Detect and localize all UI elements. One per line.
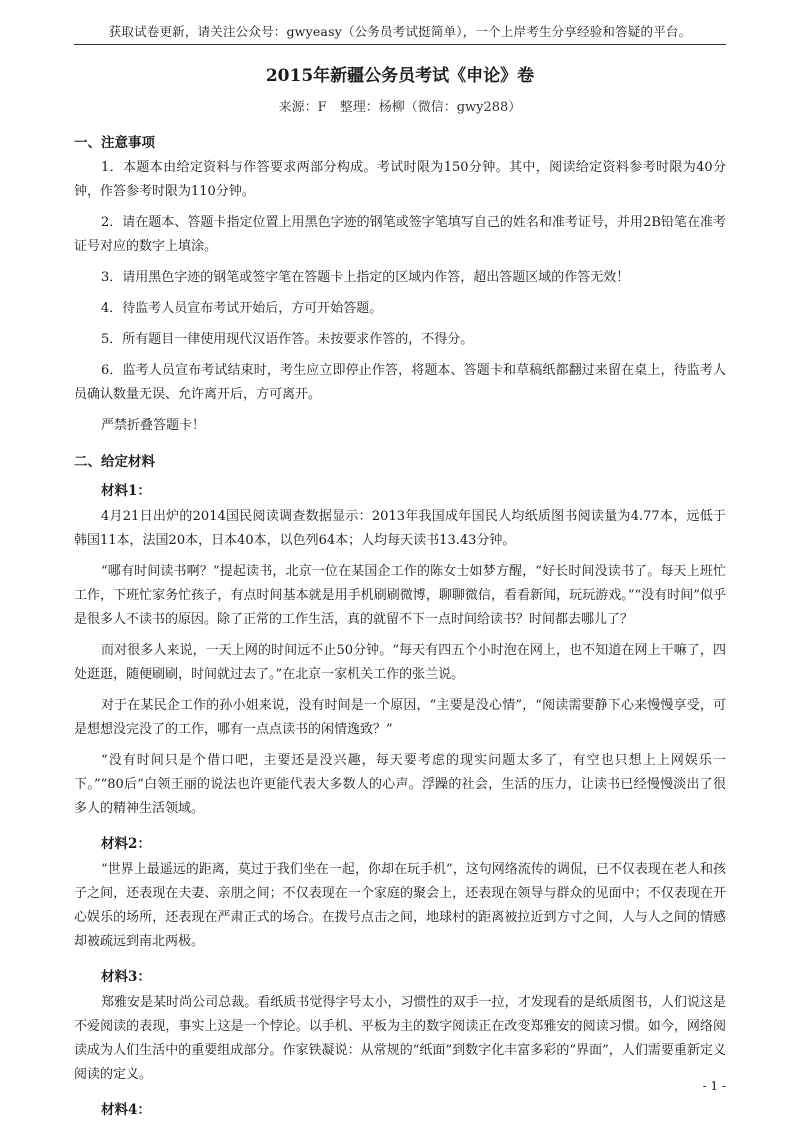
material-paragraph: 郑雅安是某时尚公司总裁。看纸质书觉得字号太小，习惯性的双手一拉，才发现看的是纸质图书，人们说这是不爱阅读的表现，事实上这是一个悖论。以手机、平板为主的数字阅读正在改变郑雅安的阅读习惯。如今，网络阅读成为人们生活中的重要组成部分。作家铁凝说：从常规的“纸面”到数字化丰富多彩的“界面”，人们需要重新定义阅读的定义。 <box>74 995 726 1082</box>
material-paragraph: 而对很多人来说，一天上网的时间远不止50分钟。“每天有四五个小时泡在网上，也不知道在网上干嘛了，四处逛逛，随便刷刷，时间就过去了。”在北京一家机关工作的张兰说。 <box>74 643 726 682</box>
material-paragraph: “哪有时间读书啊？”提起读书，北京一位在某国企工作的陈女士如梦方醒，“好长时间没读书了。每天上班忙工作，下班忙家务忙孩子，有点时间基本就是用手机刷刷微博，聊聊微信，看看新闻，玩玩游戏。”“没有时间”似乎是很多人不读书的原因。除了正常的工作生活，真的就留不下一点时间给读书？时间都去哪儿了？ <box>74 564 726 627</box>
header-divider <box>74 44 726 45</box>
header-note: 获取试卷更新，请关注公众号：gwyeasy（公务员考试挺简单），一个上岸考生分享经验和答疑的平台。 <box>108 24 692 39</box>
material-paragraph: “没有时间只是个借口吧，主要还是没兴趣，每天要考虑的现实问题太多了，有空也只想上上网娱乐一下。”“80后”白领王丽的说法也许更能代表大多数人的心声。浮躁的社会，生活的压力，让读书已经慢慢淡出了很多人的精神生活领域。 <box>74 753 726 816</box>
notice-item: 1．本题本由给定资料与作答要求两部分构成。考试时限为150分钟。其中，阅读给定资料参考时限为40分钟，作答参考时限为110分钟。 <box>74 160 726 199</box>
document-source: 来源：F 整理：杨柳（微信：gwy288） <box>278 100 522 115</box>
document-title: 2015年新疆公务员考试《申论》卷 <box>265 66 535 86</box>
material-paragraph: 4月21日出炉的2014国民阅读调查数据显示：2013年我国成年国民人均纸质图书阅读量为4.77本，远低于韩国11本，法国20本，日本40本，以色列64本；人均每天读书13.43分钟。 <box>74 509 726 548</box>
section-heading-notice: 一、注意事项 <box>74 135 155 151</box>
notice-item: 3．请用黑色字迹的钢笔或签字笔在答题卡上指定的区域内作答，超出答题区域的作答无效！ <box>101 270 630 285</box>
material-4-title: 材料4： <box>101 1102 151 1118</box>
notice-item: 6．监考人员宣布考试结束时，考生应立即停止作答，将题本、答题卡和草稿纸都翻过来留在桌上，待监考人员确认数量无误、允许离开后，方可离开。 <box>74 363 726 402</box>
page-number: - 1 - <box>702 1079 726 1093</box>
material-1-title: 材料1： <box>101 483 151 499</box>
material-3-title: 材料3： <box>101 969 151 985</box>
document-body <box>74 64 726 1124</box>
notice-item: 4．待监考人员宣布考试开始后，方可开始答题。 <box>101 301 383 316</box>
section-heading-materials: 二、给定材料 <box>74 454 155 470</box>
notice-warning: 严禁折叠答题卡！ <box>101 418 206 433</box>
notice-item: 2．请在题本、答题卡指定位置上用黑色字迹的钢笔或签字笔填写自己的姓名和准考证号，并用2B铅笔在准考证号对应的数字上填涂。 <box>74 215 726 254</box>
material-2-title: 材料2： <box>101 836 151 852</box>
material-paragraph: “世界上最遥远的距离，莫过于我们坐在一起，你却在玩手机”，这句网络流传的调侃，已不仅表现在老人和孩子之间，还表现在夫妻、亲朋之间；不仅表现在一个家庭的聚会上，还表现在领导与群众的见面中；不仅表现在开心娱乐的场所，还表现在严肃正式的场合。在拨号点击之间，地球村的距离被拉近到方寸之间，人与人之间的情感却被疏远到南北两极。 <box>74 862 726 949</box>
material-paragraph: 对于在某民企工作的孙小姐来说，没有时间是一个原因，“主要是没心情”，“阅读需要静下心来慢慢享受，可是想想没完没了的工作，哪有一点点读书的闲情逸致？” <box>74 698 726 737</box>
notice-item: 5．所有题目一律使用现代汉语作答。未按要求作答的，不得分。 <box>101 332 474 347</box>
